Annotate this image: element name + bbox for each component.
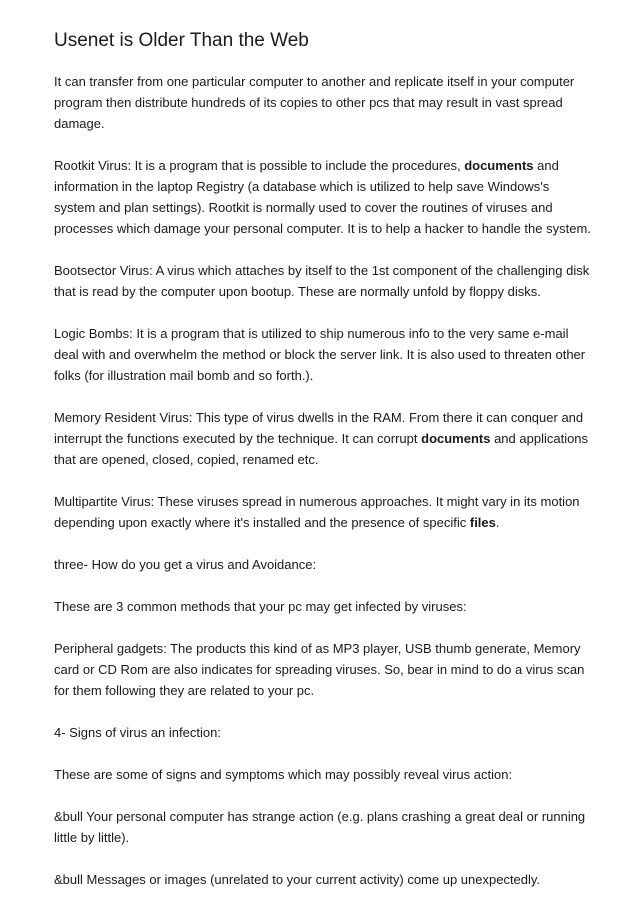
paragraph-text: . (495, 515, 500, 530)
paragraph (54, 638, 594, 701)
paragraph (54, 323, 594, 386)
paragraph-text: Rootkit Virus: It is a program that is possible to include the procedures, (54, 158, 465, 173)
paragraph-text: and applications that are opened, closed, copied, renamed etc. (54, 431, 589, 467)
paragraph (54, 596, 594, 617)
page-title: Usenet is Older Than the Web (54, 30, 309, 51)
paragraph (54, 71, 594, 134)
paragraph-text: These are some of signs and symptoms which may possibly reveal virus action: (54, 767, 513, 782)
paragraph (54, 155, 594, 239)
paragraph-text: Multipartite Virus: These viruses spread in numerous approaches. It might vary in its motion depending upon exactly where it's installed and the presence of specific (54, 494, 580, 530)
bold-keyword: documents (464, 158, 534, 173)
paragraph-text: Peripheral gadgets: The products this kind of as MP3 player, USB thumb generate, Memory card or CD Rom are also indicates for spreading viruses. So, bear in mind to do a virus scan for them following they are related to your pc. (54, 641, 585, 698)
paragraph (54, 869, 594, 890)
paragraph (54, 554, 594, 575)
paragraph-text: &bull Your personal computer has strange action (e.g. plans crashing a great deal or running little by little). (54, 809, 586, 845)
paragraph (54, 806, 594, 848)
bold-keyword: documents (421, 431, 491, 446)
paragraph-text: three- How do you get a virus and Avoidance: (54, 557, 317, 572)
paragraph-text: These are 3 common methods that your pc may get infected by viruses: (54, 599, 467, 614)
paragraph-text: Memory Resident Virus: This type of virus dwells in the RAM. From there it can conquer and interrupt the functions executed by the technique. It can corrupt (54, 410, 584, 446)
paragraph-text: Bootsector Virus: A virus which attaches by itself to the 1st component of the challenging disk that is read by the computer upon bootup. These are normally unfold by floppy disks. (54, 263, 590, 299)
paragraph (54, 491, 594, 533)
paragraph (54, 260, 594, 302)
paragraph-text: and information in the laptop Registry (a database which is utilized to help save Windows's system and plan settings). Rootkit is normally used to cover the routines of viruses and processes which damage your personal computer. It is to help a hacker to handle the system. (54, 158, 591, 236)
paragraph-text: 4- Signs of virus an infection: (54, 725, 221, 740)
paragraph-text: &bull Messages or images (unrelated to your current activity) come up unexpectedly. (54, 872, 541, 887)
paragraph-text: It can transfer from one particular computer to another and replicate itself in your computer program then distribute hundreds of its copies to other pcs that may result in vast spread damage. (54, 74, 575, 131)
bold-keyword: files (469, 515, 496, 530)
paragraph (54, 722, 594, 743)
paragraph (54, 764, 594, 785)
paragraph (54, 407, 594, 470)
paragraph-text: Logic Bombs: It is a program that is utilized to ship numerous info to the very same e-mail deal with and overwhelm the method or block the server link. It is also used to threaten other folks (for illustration mail bomb and so forth.). (54, 326, 586, 383)
